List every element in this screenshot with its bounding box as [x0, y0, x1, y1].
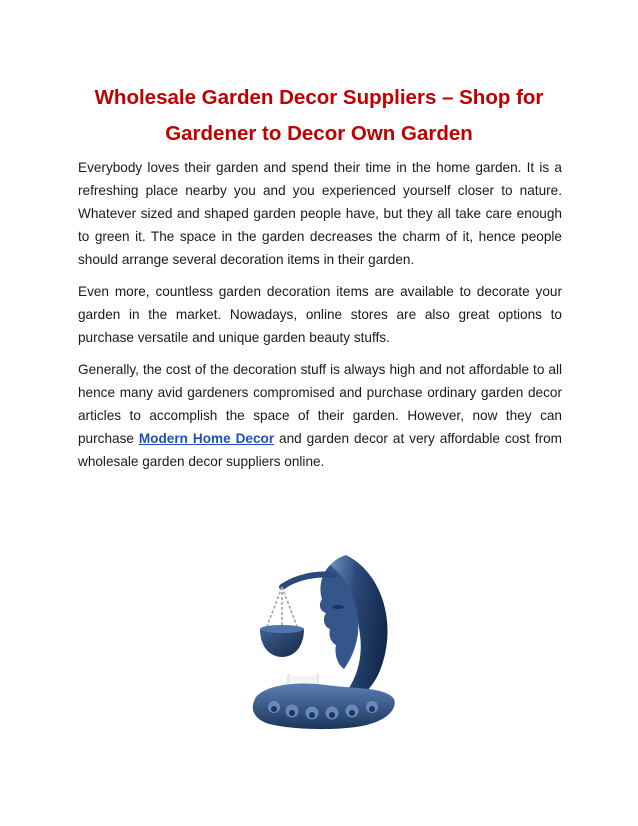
paragraph-3-text-before: Generally, the cost of the decoration stuff is always high and not affordable to all hence many avid gardeners compromised and purchase ordinary garden decor articles to accomplish the space of their garden. However, now they can purchase	[78, 362, 562, 446]
paragraph-1: Everybody loves their garden and spend their time in the home garden. It is a refreshing place nearby you and you experienced yourself closer to nature. Whatever sized and shaped garden people have, but they all take care enough to green it. The space in the garden decreases the charm of it, hence people should arrange several decoration items in their garden.	[78, 160, 562, 267]
paragraph-3	[78, 358, 562, 473]
paragraph-3-text-after: and garden decor at very affordable cost from wholesale garden decor suppliers online.	[78, 431, 562, 469]
oil-bowl	[260, 629, 304, 657]
paragraph-2: Even more, countless garden decoration items are available to decorate your garden in the market. Nowadays, online stores are also great options to purchase versatile and unique garden beauty stuffs.	[78, 284, 562, 345]
crescent-moon-oil-burner-image	[226, 547, 420, 741]
page-title: Wholesale Garden Decor Suppliers – Shop for Gardener to Decor Own Garden	[94, 86, 544, 145]
article-body	[78, 156, 562, 482]
modern-home-decor-link[interactable]: Modern Home Decor	[138, 431, 275, 446]
